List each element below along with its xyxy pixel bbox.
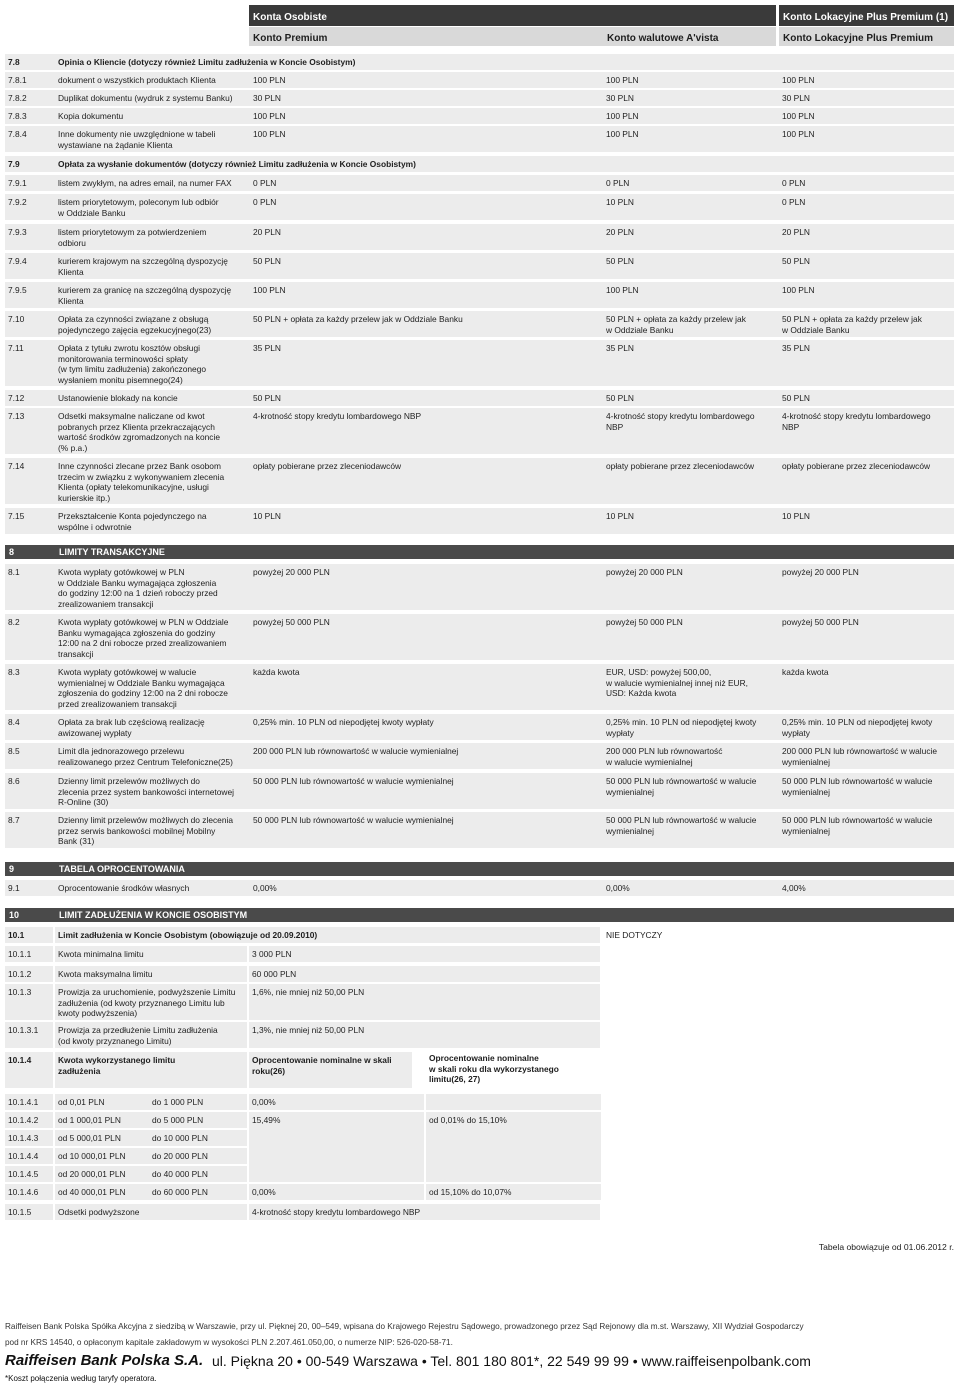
row-label: Opłata za czynności związane z obsługą pojedynczego zajęcia egzekucyjnego(23) bbox=[58, 314, 212, 335]
table-row bbox=[5, 72, 954, 88]
row-label: Duplikat dokumentu (wydruk z systemu Banku) bbox=[58, 93, 233, 103]
limit-head-label: Kwota wykorzystanego limitu zadłużenia bbox=[55, 1052, 247, 1088]
value-konto-premium: 10 PLN bbox=[253, 511, 281, 521]
range-nominal: 0,00% bbox=[249, 1094, 424, 1110]
row-label: kurierem krajowym na szczególną dyspozycję Klienta bbox=[58, 256, 228, 277]
row-label: Kopia dokumentu bbox=[58, 111, 124, 121]
range-to: do 10 000 PLN bbox=[149, 1130, 247, 1146]
table-row bbox=[5, 508, 954, 534]
limit-row-label: Kwota maksymalna limitu bbox=[55, 966, 247, 982]
value-konto-walutowe: 4-krotność stopy kredytu lombardowego NBP bbox=[606, 411, 755, 432]
limit-row-value: 1,6%, nie mniej niż 50,00 PLN bbox=[249, 984, 600, 1020]
row-number: 7.9.1 bbox=[8, 178, 27, 188]
table-row bbox=[5, 714, 954, 740]
table-row bbox=[5, 664, 954, 710]
value-konto-premium: 50 PLN bbox=[253, 393, 281, 403]
value-konto-walutowe: powyżej 20 000 PLN bbox=[606, 567, 683, 577]
row-label: Limit dla jednorazowego przelewu realizowanego przez Centrum Telefoniczne(25) bbox=[58, 746, 233, 767]
range-nominal: 15,49% bbox=[249, 1112, 424, 1182]
row-number: 7.9 bbox=[8, 159, 20, 169]
value-konto-lokacyjne: powyżej 50 000 PLN bbox=[782, 617, 859, 627]
bank-name: Raiffeisen Bank Polska S.A. bbox=[5, 1352, 204, 1369]
value-konto-lokacyjne: 100 PLN bbox=[782, 285, 815, 295]
value-konto-lokacyjne: 10 PLN bbox=[782, 511, 810, 521]
table-row bbox=[5, 458, 954, 504]
row-number: 7.8.4 bbox=[8, 129, 27, 139]
value-konto-walutowe: 100 PLN bbox=[606, 285, 639, 295]
value-konto-premium: 4-krotność stopy kredytu lombardowego NBP bbox=[253, 411, 422, 421]
row-label: Odsetki maksymalne naliczane od kwot pobranych przez Klienta przekraczających wartość środków zgromadzonych na koncie (% p.a.) bbox=[58, 411, 220, 453]
limit-title-number: 10.1 bbox=[5, 927, 53, 943]
range-number: 10.1.4.4 bbox=[5, 1148, 53, 1164]
row-number: 7.14 bbox=[8, 461, 25, 471]
value-konto-premium: powyżej 20 000 PLN bbox=[253, 567, 330, 577]
row-number: 9.1 bbox=[8, 883, 20, 893]
value-konto-walutowe: EUR, USD: powyżej 500,00, w walucie wymienialnej innej niż EUR, USD: Każda kwota bbox=[606, 667, 748, 698]
limit-row-label: Kwota minimalna limitu bbox=[55, 946, 247, 962]
range-from: od 10 000,01 PLN bbox=[55, 1148, 149, 1164]
row-number: 8.3 bbox=[8, 667, 20, 677]
row-number: 8.4 bbox=[8, 717, 20, 727]
row-label: listem priorytetowym za potwierdzeniem odbioru bbox=[58, 227, 207, 248]
range-from: od 20 000,01 PLN bbox=[55, 1166, 149, 1182]
value-konto-lokacyjne: 50 PLN bbox=[782, 256, 810, 266]
section-row bbox=[5, 156, 954, 172]
range-from: od 1 000,01 PLN bbox=[55, 1112, 149, 1128]
value-konto-premium: 0,00% bbox=[253, 883, 277, 893]
value-konto-walutowe: 200 000 PLN lub równowartość w walucie wymienialnej bbox=[606, 746, 723, 767]
limit-row-number: 10.1.3 bbox=[5, 984, 53, 1020]
value-konto-lokacyjne: każda kwota bbox=[782, 667, 829, 677]
section-title: LIMIT ZADŁUŻENIA W KONCIE OSOBISTYM bbox=[59, 910, 248, 920]
range-to: do 1 000 PLN bbox=[149, 1094, 247, 1110]
value-konto-lokacyjne: 35 PLN bbox=[782, 343, 810, 353]
value-konto-lokacyjne: 100 PLN bbox=[782, 129, 815, 139]
value-konto-walutowe: 10 PLN bbox=[606, 511, 634, 521]
value-konto-premium: 50 PLN + opłata za każdy przelew jak w Oddziale Banku bbox=[253, 314, 463, 324]
row-number: 7.8.1 bbox=[8, 75, 27, 85]
range-to: do 40 000 PLN bbox=[149, 1166, 247, 1182]
table-row bbox=[5, 90, 954, 106]
table-row bbox=[5, 282, 954, 308]
row-label: listem priorytetowym, poleconym lub odbiór w Oddziale Banku bbox=[58, 197, 219, 218]
row-number: 7.9.5 bbox=[8, 285, 27, 295]
table-row bbox=[5, 224, 954, 250]
value-konto-lokacyjne: 200 000 PLN lub równowartość w walucie wymienialnej bbox=[782, 746, 938, 767]
row-label: Opłata z tytułu zwrotu kosztów obsługi monitorowania terminowości spłaty (w tym limitu zadłużenia) zakończonego wysłaniem monitu pisemnego(24) bbox=[58, 343, 207, 385]
value-konto-premium: 0 PLN bbox=[253, 178, 277, 188]
section-bar bbox=[5, 862, 954, 876]
value-konto-walutowe: 50 PLN bbox=[606, 256, 634, 266]
value-konto-lokacyjne: 50 000 PLN lub równowartość w walucie wymienialnej bbox=[782, 815, 933, 836]
value-konto-premium: 50 000 PLN lub równowartość w walucie wymienialnej bbox=[253, 815, 454, 825]
limit-row-label: Prowizja za przedłużenie Limitu zadłużenia (od kwoty przyznanego Limitu) bbox=[55, 1022, 247, 1048]
section-title: TABELA OPROCENTOWANIA bbox=[59, 864, 185, 874]
row-number: 8.1 bbox=[8, 567, 20, 577]
footer-note: *Koszt połączenia według taryfy operatora. bbox=[5, 1374, 157, 1383]
limit-row-value: 60 000 PLN bbox=[249, 966, 600, 982]
row-label: Dzienny limit przelewów możliwych do zlecenia przez system bankowości internetowej R-Online (30) bbox=[58, 776, 234, 807]
header-konta-osobiste: Konta Osobiste bbox=[249, 5, 776, 26]
value-konto-lokacyjne: 4,00% bbox=[782, 883, 806, 893]
limit-head-used: Oprocentowanie nominalne w skali roku dla wykorzystanego limitu(26, 27) bbox=[426, 1050, 601, 1086]
row-label: Oprocentowanie środków własnych bbox=[58, 883, 190, 893]
table-row bbox=[5, 812, 954, 848]
footer-line-2: pod nr KRS 14540, o opłaconym kapitale zakładowym w wysokości PLN 2.207.461.050,00, o numerze NIP: 526-020-58-71. bbox=[5, 1338, 453, 1347]
value-konto-premium: 100 PLN bbox=[253, 75, 286, 85]
limit-last-number: 10.1.5 bbox=[5, 1204, 53, 1220]
table-row bbox=[5, 880, 954, 896]
row-number: 8.7 bbox=[8, 815, 20, 825]
value-konto-walutowe: 35 PLN bbox=[606, 343, 634, 353]
value-konto-lokacyjne: opłaty pobierane przez zleceniodawców bbox=[782, 461, 931, 471]
table-row bbox=[5, 564, 954, 610]
value-konto-lokacyjne: 100 PLN bbox=[782, 75, 815, 85]
value-konto-premium: 100 PLN bbox=[253, 285, 286, 295]
limit-last-value: 4-krotność stopy kredytu lombardowego NBP bbox=[249, 1204, 600, 1220]
row-number: 7.8 bbox=[8, 57, 20, 67]
value-konto-lokacyjne: 50 000 PLN lub równowartość w walucie wymienialnej bbox=[782, 776, 933, 797]
row-label: Kwota wypłaty gotówkowej w PLN w Oddziale Banku wymagająca zgłoszenia do godziny 12:00 na 1 dzień roboczy przed zrealizowaniem transakcji bbox=[58, 567, 218, 609]
limit-row-number: 10.1.3.1 bbox=[5, 1022, 53, 1048]
row-label: listem zwykłym, na adres email, na numer FAX bbox=[58, 178, 232, 188]
value-konto-walutowe: 100 PLN bbox=[606, 75, 639, 85]
value-konto-lokacyjne: 50 PLN + opłata za każdy przelew jak w Oddziale Banku bbox=[782, 314, 922, 335]
row-label: Kwota wypłaty gotówkowej w walucie wymienialnej w Oddziale Banku wymagająca zgłoszenia do godziny 12:00 na 2 dni robocze przed zrealizowaniem transakcji bbox=[58, 667, 228, 709]
row-number: 7.12 bbox=[8, 393, 25, 403]
bank-address: ul. Piękna 20 • 00-549 Warszawa • Tel. 801 180 801*, 22 549 99 99 • www.raiffeisenpolbank.com bbox=[212, 1353, 811, 1369]
section-bar bbox=[5, 545, 954, 559]
value-konto-walutowe: 50 PLN + opłata za każdy przelew jak w Oddziale Banku bbox=[606, 314, 746, 335]
row-number: 7.8.2 bbox=[8, 93, 27, 103]
value-konto-walutowe: 30 PLN bbox=[606, 93, 634, 103]
value-konto-premium: 35 PLN bbox=[253, 343, 281, 353]
limit-nie-dotyczy: NIE DOTYCZY bbox=[603, 927, 753, 943]
table-row bbox=[5, 773, 954, 809]
footer-line-1: Raiffeisen Bank Polska Spółka Akcyjna z siedzibą w Warszawie, przy ul. Pięknej 20, 00–549, wpisana do Krajowego Rejestru Sądowego, prowadzonego przez Sąd Rejonowy dla m.st. Warszawy, XII Wydział Gospodarczy bbox=[5, 1322, 804, 1331]
value-konto-lokacyjne: 20 PLN bbox=[782, 227, 810, 237]
limit-row-value: 3 000 PLN bbox=[249, 946, 600, 962]
value-konto-lokacyjne: 100 PLN bbox=[782, 111, 815, 121]
value-konto-walutowe: 50 000 PLN lub równowartość w walucie wymienialnej bbox=[606, 776, 757, 797]
limit-head-nominal: Oprocentowanie nominalne w skali roku(26) bbox=[249, 1052, 412, 1088]
row-number: 7.9.4 bbox=[8, 256, 27, 266]
limit-row-value: 1,3%, nie mniej niż 50,00 PLN bbox=[249, 1022, 600, 1048]
row-label: Opłata za brak lub częściową realizację awizowanej wypłaty bbox=[58, 717, 205, 738]
row-number: 7.11 bbox=[8, 343, 24, 353]
value-konto-premium: 200 000 PLN lub równowartość w walucie wymienialnej bbox=[253, 746, 459, 756]
value-konto-walutowe: powyżej 50 000 PLN bbox=[606, 617, 683, 627]
table-row bbox=[5, 614, 954, 660]
table-row bbox=[5, 408, 954, 454]
header-konto-walutowe: Konto walutowe A'vista bbox=[603, 27, 776, 46]
value-konto-premium: 100 PLN bbox=[253, 111, 286, 121]
value-konto-premium: 20 PLN bbox=[253, 227, 281, 237]
row-number: 7.9.2 bbox=[8, 197, 27, 207]
limit-row-label: Prowizja za uruchomienie, podwyższenie Limitu zadłużenia (od kwoty przyznanego Limitu lub kwoty podwyższenia) bbox=[55, 984, 247, 1020]
header-konto-premium: Konto Premium bbox=[249, 27, 603, 46]
table-row bbox=[5, 340, 954, 386]
table-row bbox=[5, 175, 954, 191]
value-konto-walutowe: 20 PLN bbox=[606, 227, 634, 237]
row-label: Inne dokumenty nie uwzględnione w tabeli wystawiane na żądanie Klienta bbox=[58, 129, 216, 150]
value-konto-walutowe: opłaty pobierane przez zleceniodawców bbox=[606, 461, 755, 471]
value-konto-lokacyjne: 50 PLN bbox=[782, 393, 810, 403]
header-konto-lokacyjne-top: Konto Lokacyjne Plus Premium (1) bbox=[779, 5, 954, 26]
row-number: 7.13 bbox=[8, 411, 25, 421]
row-number: 8.6 bbox=[8, 776, 20, 786]
value-konto-lokacyjne: 0 PLN bbox=[782, 197, 806, 207]
range-number: 10.1.4.3 bbox=[5, 1130, 53, 1146]
row-label: Przekształcenie Konta pojedynczego na wspólne i odwrotnie bbox=[58, 511, 207, 532]
range-from: od 5 000,01 PLN bbox=[55, 1130, 149, 1146]
row-number: 7.8.3 bbox=[8, 111, 27, 121]
row-number: 7.10 bbox=[8, 314, 25, 324]
row-label: Opinia o Kliencie (dotyczy również Limitu zadłużenia w Koncie Osobistym) bbox=[58, 57, 356, 67]
range-used bbox=[426, 1094, 601, 1110]
row-label: Dzienny limit przelewów możliwych do zlecenia przez serwis bankowości mobilnej Mobilny Bank (31) bbox=[58, 815, 234, 846]
section-title: LIMITY TRANSAKCYJNE bbox=[59, 547, 165, 557]
value-konto-premium: powyżej 50 000 PLN bbox=[253, 617, 330, 627]
range-number: 10.1.4.1 bbox=[5, 1094, 53, 1110]
row-label: Inne czynności zlecane przez Bank osobom trzecim w związku z wykonywaniem zlecenia Klienta (opłaty telekomunikacyjne, usługi kurierskie itp.) bbox=[58, 461, 225, 503]
limit-head-number: 10.1.4 bbox=[5, 1052, 53, 1088]
row-label: Ustanowienie blokady na koncie bbox=[58, 393, 178, 403]
value-konto-premium: 100 PLN bbox=[253, 129, 286, 139]
range-number: 10.1.4.6 bbox=[5, 1184, 53, 1200]
limit-row-number: 10.1.2 bbox=[5, 966, 53, 982]
section-number: 8 bbox=[9, 547, 15, 557]
limit-title: Limit zadłużenia w Koncie Osobistym (obowiązuje od 20.09.2010) bbox=[55, 927, 600, 943]
section-number: 10 bbox=[9, 910, 20, 920]
value-konto-walutowe: 0,00% bbox=[606, 883, 630, 893]
value-konto-walutowe: 0,25% min. 10 PLN od niepodjętej kwoty wypłaty bbox=[606, 717, 757, 738]
row-label: Kwota wypłaty gotówkowej w PLN w Oddziale Banku wymagająca zgłoszenia do godziny 12:00 na 2 dni robocze przed zrealizowaniem transakcji bbox=[58, 617, 229, 659]
range-from: od 0,01 PLN bbox=[55, 1094, 149, 1110]
row-label: Opłata za wysłanie dokumentów (dotyczy również Limitu zadłużenia w Koncie Osobistym) bbox=[58, 159, 416, 169]
row-number: 7.9.3 bbox=[8, 227, 27, 237]
range-nominal: 0,00% bbox=[249, 1184, 424, 1200]
value-konto-walutowe: 100 PLN bbox=[606, 111, 639, 121]
range-from: od 40 000,01 PLN bbox=[55, 1184, 149, 1200]
table-row bbox=[5, 311, 954, 337]
section-bar bbox=[5, 908, 954, 922]
value-konto-premium: każda kwota bbox=[253, 667, 300, 677]
table-row bbox=[5, 743, 954, 769]
value-konto-lokacyjne: 0,25% min. 10 PLN od niepodjętej kwoty wypłaty bbox=[782, 717, 933, 738]
range-number: 10.1.4.5 bbox=[5, 1166, 53, 1182]
table-row bbox=[5, 194, 954, 220]
row-number: 8.2 bbox=[8, 617, 20, 627]
row-label: dokument o wszystkich produktach Klienta bbox=[58, 75, 216, 85]
value-konto-lokacyjne: 4-krotność stopy kredytu lombardowego NBP bbox=[782, 411, 931, 432]
limit-row-number: 10.1.1 bbox=[5, 946, 53, 962]
range-number: 10.1.4.2 bbox=[5, 1112, 53, 1128]
row-number: 8.5 bbox=[8, 746, 20, 756]
range-to: do 20 000 PLN bbox=[149, 1148, 247, 1164]
value-konto-premium: 0,25% min. 10 PLN od niepodjętej kwoty wypłaty bbox=[253, 717, 434, 727]
table-row bbox=[5, 108, 954, 124]
value-konto-walutowe: 0 PLN bbox=[606, 178, 630, 188]
header-konto-lokacyjne: Konto Lokacyjne Plus Premium bbox=[779, 27, 954, 46]
row-number: 7.15 bbox=[8, 511, 25, 521]
range-used: od 0,01% do 15,10% bbox=[426, 1112, 601, 1182]
table-row bbox=[5, 126, 954, 152]
value-konto-walutowe: 100 PLN bbox=[606, 129, 639, 139]
value-konto-premium: 50 PLN bbox=[253, 256, 281, 266]
table-row bbox=[5, 253, 954, 279]
section-number: 9 bbox=[9, 864, 15, 874]
value-konto-premium: 0 PLN bbox=[253, 197, 277, 207]
tabela-date: Tabela obowiązuje od 01.06.2012 r. bbox=[818, 1242, 954, 1252]
value-konto-walutowe: 50 000 PLN lub równowartość w walucie wymienialnej bbox=[606, 815, 757, 836]
range-to: do 5 000 PLN bbox=[149, 1112, 247, 1128]
value-konto-premium: 30 PLN bbox=[253, 93, 281, 103]
value-konto-lokacyjne: 0 PLN bbox=[782, 178, 806, 188]
table-row bbox=[5, 390, 954, 406]
value-konto-lokacyjne: powyżej 20 000 PLN bbox=[782, 567, 859, 577]
value-konto-walutowe: 10 PLN bbox=[606, 197, 634, 207]
section-row bbox=[5, 54, 954, 70]
value-konto-premium: 50 000 PLN lub równowartość w walucie wymienialnej bbox=[253, 776, 454, 786]
limit-last-label: Odsetki podwyższone bbox=[55, 1204, 247, 1220]
value-konto-premium: opłaty pobierane przez zleceniodawców bbox=[253, 461, 402, 471]
range-to: do 60 000 PLN bbox=[149, 1184, 247, 1200]
value-konto-walutowe: 50 PLN bbox=[606, 393, 634, 403]
row-label: kurierem za granicę na szczególną dyspozycję Klienta bbox=[58, 285, 232, 306]
value-konto-lokacyjne: 30 PLN bbox=[782, 93, 810, 103]
range-used: od 15,10% do 10,07% bbox=[426, 1184, 601, 1200]
